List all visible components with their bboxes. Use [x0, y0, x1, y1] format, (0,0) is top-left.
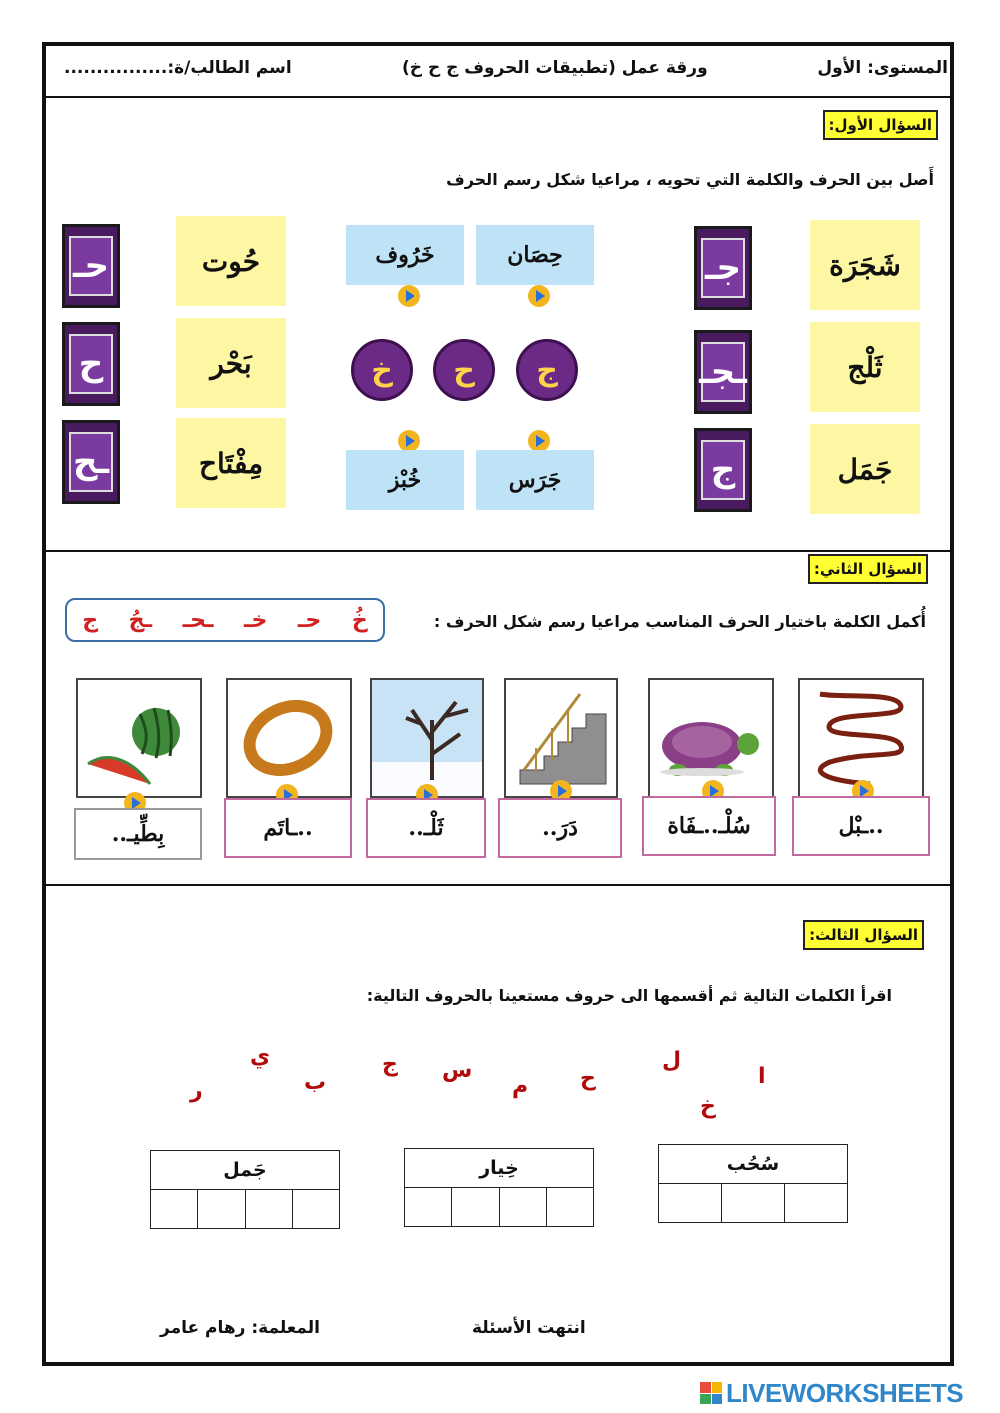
letter-cell[interactable] — [292, 1190, 339, 1228]
letter-cell[interactable] — [451, 1188, 498, 1226]
letter-bank — [65, 598, 385, 642]
word-split-table — [404, 1148, 594, 1227]
letter: ل — [662, 1048, 682, 1073]
bank-letter: ـجُ — [128, 607, 153, 633]
question-3-instruction: اقرأ الكلمات التالية ثم أقسمها الى حروف مستعينا بالحروف التالية: — [366, 986, 892, 1005]
word-card[interactable]: شَجَرَة — [810, 220, 920, 310]
question-2-label: السؤال الثاني: — [808, 554, 928, 584]
letter: ر — [190, 1078, 203, 1103]
bank-letter: خُ — [351, 607, 368, 633]
bank-letter: ـحـ — [182, 607, 214, 633]
letter-tile[interactable]: جـ — [694, 226, 752, 310]
answer-field[interactable]: دَرَ.. — [498, 798, 622, 858]
letter: م — [512, 1074, 529, 1099]
watermelon-image — [76, 678, 202, 798]
word-card[interactable]: جَمَل — [810, 424, 920, 514]
audio-play-icon[interactable] — [398, 430, 420, 452]
answer-field[interactable]: سُلْـ..ـفَاة — [642, 796, 776, 856]
end-of-questions: انتهت الأسئلة — [472, 1318, 586, 1338]
letter-cell[interactable] — [151, 1190, 197, 1228]
word-card[interactable]: بَحْر — [176, 318, 286, 408]
bank-letter: خـ — [244, 607, 268, 633]
audio-play-icon[interactable] — [528, 285, 550, 307]
audio-play-icon[interactable] — [398, 285, 420, 307]
letter-tile[interactable]: ح — [62, 322, 120, 406]
word-split-table — [658, 1144, 848, 1223]
bank-letter: حـ — [297, 607, 322, 633]
question-1-label: السؤال الأول: — [823, 110, 938, 140]
word-card[interactable]: جَرَس — [476, 450, 594, 510]
letter: خ — [700, 1094, 716, 1119]
snow-tree-image — [370, 678, 484, 798]
word-label: جَمل — [151, 1151, 339, 1190]
question-1-instruction: أَصل بين الحرف والكلمة التي تحويه ، مراعيا شكل رسم الحرف — [446, 170, 934, 189]
question-3-label: السؤال الثالث: — [803, 920, 924, 950]
question-2-instruction: أُكمل الكلمة باختيار الحرف المناسب مراعيا رسم شكل الحرف : — [433, 612, 926, 631]
answer-field[interactable]: ثَلْـ.. — [366, 798, 486, 858]
letter-cell[interactable] — [546, 1188, 593, 1226]
letter-cell[interactable] — [245, 1190, 292, 1228]
word-card[interactable]: مِفْتَاح — [176, 418, 286, 508]
word-card[interactable]: خَرُوف — [346, 225, 464, 285]
answer-field[interactable]: ..ـبْل — [792, 796, 930, 856]
letter-cell[interactable] — [721, 1184, 784, 1222]
letter-tile[interactable]: ـح — [62, 420, 120, 504]
divider — [46, 96, 950, 98]
letter: ب — [304, 1070, 327, 1095]
divider — [46, 884, 950, 886]
bank-letter: ج — [82, 607, 99, 633]
audio-play-icon[interactable] — [528, 430, 550, 452]
letter-circle[interactable]: ح — [433, 339, 495, 401]
letter-tile[interactable]: ج — [694, 428, 752, 512]
letter-cell[interactable] — [405, 1188, 451, 1226]
letter-circle[interactable]: ج — [516, 339, 578, 401]
letter-circle[interactable]: خ — [351, 339, 413, 401]
word-split-table — [150, 1150, 340, 1229]
letter-tile[interactable]: ـجـ — [694, 330, 752, 414]
liveworksheets-logo — [700, 1378, 963, 1408]
brand-text: LIVEWORKSHEETS — [726, 1377, 964, 1408]
letter: س — [442, 1058, 473, 1083]
answer-field[interactable]: بِطِّيـ.. — [74, 808, 202, 860]
worksheet-title: ورقة عمل (تطبيقات الحروف ج ح خ) — [402, 58, 708, 78]
word-label: خِيار — [405, 1149, 593, 1188]
student-name-field: اسم الطالب/ة:................ — [64, 58, 292, 78]
letter: ج — [382, 1052, 398, 1077]
letter-cell[interactable] — [659, 1184, 721, 1222]
answer-field[interactable]: ..ـاتَم — [224, 798, 352, 858]
logo-icon — [700, 1382, 722, 1404]
word-card[interactable]: خُبْز — [346, 450, 464, 510]
word-card[interactable]: حِصَان — [476, 225, 594, 285]
word-card[interactable]: ثَلْج — [810, 322, 920, 412]
letter: ا — [758, 1064, 766, 1089]
divider — [46, 550, 950, 552]
letter: ح — [580, 1066, 596, 1091]
letter-tile[interactable]: حـ — [62, 224, 120, 308]
letter: ي — [250, 1044, 271, 1069]
letter-cell[interactable] — [499, 1188, 546, 1226]
word-label: سُحُب — [659, 1145, 847, 1184]
ring-image — [226, 678, 352, 798]
letter-cell[interactable] — [197, 1190, 244, 1228]
word-card[interactable]: حُوت — [176, 216, 286, 306]
letter-cell[interactable] — [784, 1184, 847, 1222]
teacher-name: المعلمة: رهام عامر — [160, 1318, 320, 1338]
level-label: المستوى: الأول — [817, 58, 948, 78]
